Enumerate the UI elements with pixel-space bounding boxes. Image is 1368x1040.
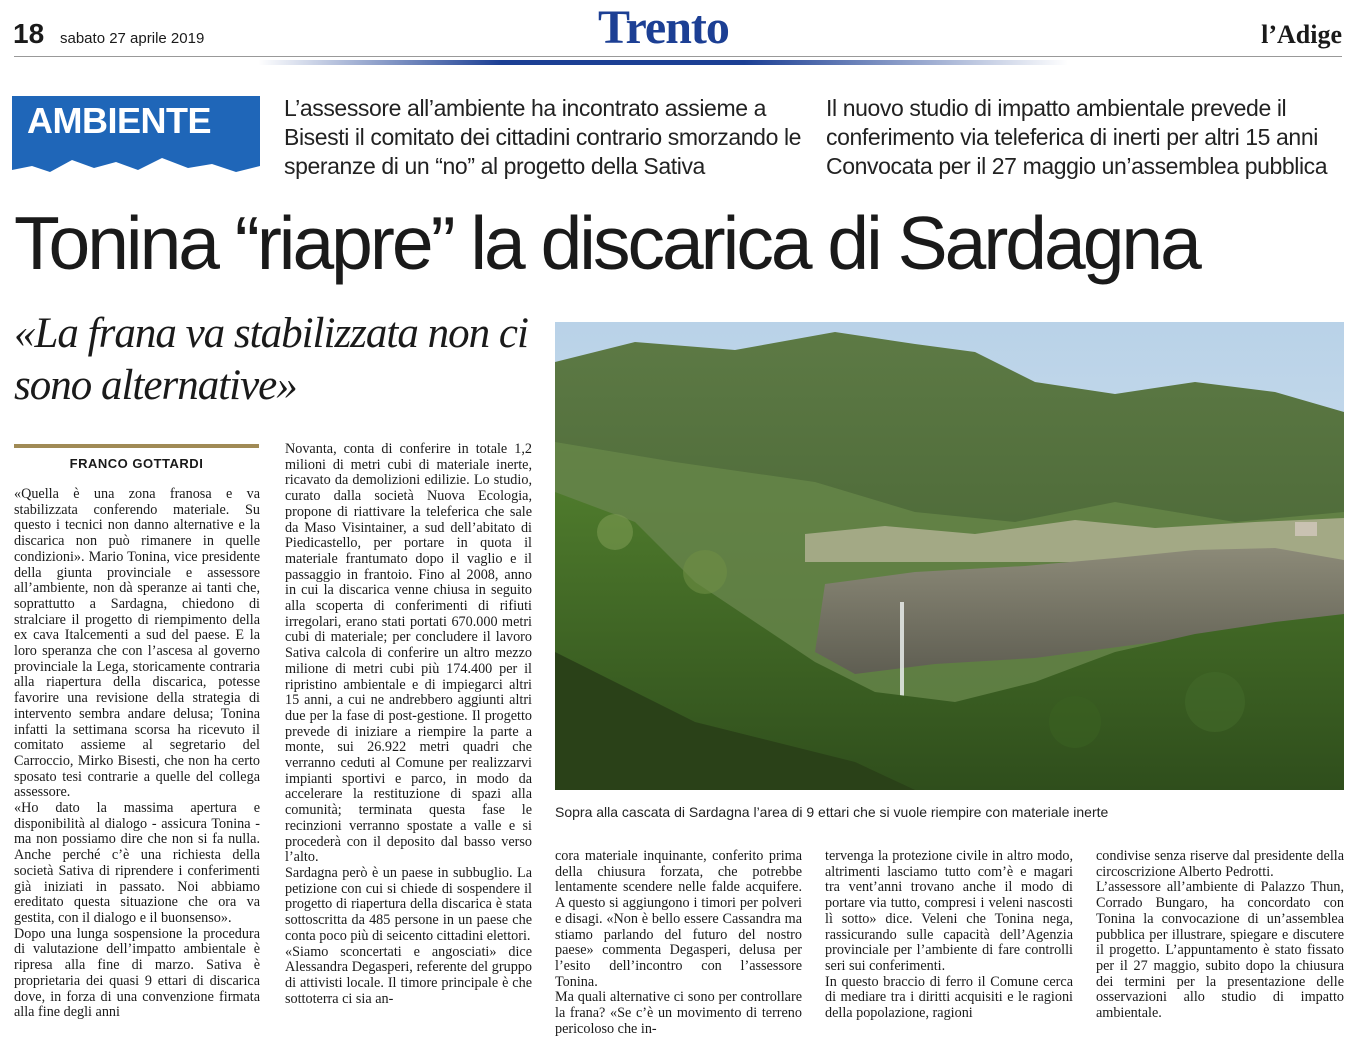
- paragraph: Novanta, conta di conferire in totale 1,2 milioni di metri cubi di materiale inerte, ricavato da demolizioni edilizie. Lo studio, curato dalla società Nuova Ecologia, propone di riattivare la teleferica che sale da Maso Visintainer, a sud dell’abitato di Piedicastello, per portare in quota il materiale frantumato dopo il vaglio e il passaggio in frantoio. Fino al 2008, anno in cui la discarica venne chiusa in seguito alla scoperta di conferimenti di rifiuti irregolari, erano stati portati 670.000 metri cubi di materiale; per concludere il lavoro Sativa calcola di conferire un altro mezzo milione di metri cubi più 174.400 per il ripristino ambientale e di impiegarci altri 15 anni, a cui ne andrebbero aggiunti altri due per la fase di post-gestione. Il progetto prevede di iniziare a riempire la parte a monte, sui 26.922 metri quadri che verranno ceduti al Comune per realizzarvi impianti sportivi e parco, in modo da accelerare la restituzione di spazi alla comunità; terminata questa fase le recinzioni verranno spostate a valle e si procederà con il deposito dal basso verso l’alto.: [285, 441, 532, 866]
- section-rule: [258, 60, 1068, 65]
- header-rule: [14, 56, 1342, 57]
- photo-caption: Sopra alla cascata di Sardagna l’area di 9 ettari che si vuole riempire con materiale inerte: [555, 804, 1109, 820]
- kicker-box: [12, 96, 260, 182]
- paragraph: L’assessore all’ambiente di Palazzo Thun, Corrado Bungaro, ha concordato con Tonina la convocazione di un’assemblea pubblica per illustrare, spiegare e discutere il progetto. L’appuntamento è stato fissato per il 27 maggio, subito dopo la chiusura dei termini per la presentazione delle osservazioni allo studio di impatto ambientale.: [1096, 879, 1344, 1022]
- paragraph: tervenga la protezione civile in altro modo, altrimenti lasciamo tutto com’è e magari tra vent’anni trovano anche il modo di portare via tutto, compresi i veleni nascosti lì sotto» dice. Veleni che Tonina nega, rassicurando sulle capacità dell’Agenzia provinciale per l’ambiente di fare controlli seri sui conferimenti.: [825, 848, 1073, 974]
- paragraph: «Quella è una zona franosa e va stabilizzata conferendo materiale. Su questo i tecnici non danno alternative e la discarica non può rimanere in quelle condizioni». Mario Tonina, vice presidente della giunta provinciale e assessore all’ambiente, non dà speranze ai tanti che, soprattutto a Sardagna, chiedono di stralciare il progetto di riempimento della ex cava Italcementi a sud del paese. E la loro speranza che con l’ascesa al governo provinciale la Lega, storicamente contraria alla riapertura della discarica, potesse favorire una revisione della strategia di intervento sembra andare delusa; Tonina infatti la settimana scorsa ha ricevuto il comitato assieme al segretario del Carroccio, Mirko Bisesti, che non ha certo sposato tesi contrarie a quelle del collega assessore.: [14, 486, 260, 801]
- paragraph: cora materiale inquinante, conferito prima della chiusura forzata, che potrebbe lentamente scendere nelle falde acquifere. A questo si aggiungono i timori per polveri e disagi. «Non è bello essere Cassandra ma stiamo parlando del futuro del nostro paese» commenta Degasperi, delusa per l’esito dell’incontro con l’assessore Tonina.: [555, 848, 802, 990]
- page-date: sabato 27 aprile 2019: [60, 30, 205, 47]
- paragraph: In questo braccio di ferro il Comune cerca di mediare tra i diritti acquisiti e le ragioni della popolazione, ragioni: [825, 973, 1073, 1022]
- article-photo: [555, 322, 1344, 790]
- byline-rule: [14, 444, 259, 448]
- article-column-1: [14, 487, 260, 1021]
- kicker-label: AMBIENTE: [27, 100, 211, 141]
- byline: FRANCO GOTTARDI: [69, 456, 204, 471]
- landscape-photo-illustration: [555, 322, 1344, 790]
- article-column-2: [285, 442, 532, 1007]
- page-number: 18: [13, 18, 45, 49]
- article-column-3: [555, 849, 802, 1037]
- paragraph: Sardagna però è un paese in subbuglio. La petizione con cui si chiede di sospendere il progetto di riapertura della discarica è stata sottoscritta da 485 persone in un paese che conta poco più di seicento cittadini elettori.: [285, 864, 532, 944]
- headline: Tonina “riapre” la discarica di Sardagna: [14, 201, 1199, 285]
- paragraph: Dopo una lunga sospensione la procedura di valutazione dell’impatto ambientale è ripresa alla fine di marzo. Sativa è proprietaria dei quasi 9 ettari di discarica dove, in forza di una convenzione firmata alla fine degli anni: [14, 925, 260, 1021]
- article-column-5: [1096, 849, 1344, 1022]
- paragraph: Ma quali alternative ci sono per controllare la frana? «Se c’è un movimento di terreno pericoloso che in-: [555, 989, 802, 1037]
- mountain-silhouette-icon: [12, 148, 260, 182]
- paragraph: condivise senza riserve dal presidente della circoscrizione Alberto Pedrotti.: [1096, 848, 1344, 880]
- subheadline-quote: «La frana va stabilizzata non ci sono alternative»: [14, 310, 528, 409]
- masthead-logo: l’Adige: [1261, 20, 1342, 49]
- paragraph: «Siamo sconcertati e angosciati» dice Alessandra Degasperi, referente del gruppo di attivisti locale. Il timore principale è che sottoterra ci sia an-: [285, 943, 532, 1007]
- section-title: Trento: [598, 1, 729, 54]
- deck-right: Il nuovo studio di impatto ambientale prevede il conferimento via teleferica di inerti per altri 15 anni Convocata per il 27 maggio un’assemblea pubblica: [826, 95, 1328, 179]
- deck-left: L’assessore all’ambiente ha incontrato assieme a Bisesti il comitato dei cittadini contrario smorzando le speranze di un “no” al progetto della Sativa: [284, 95, 802, 179]
- paragraph: «Ho dato la massima apertura e disponibilità al dialogo - assicura Tonina - ma non possiamo dire che non si fa nulla. Anche perché c’è una richiesta della società Sativa di riprendere i conferimenti già iniziati in passato. Noi abbiamo ereditato questa situazione che ora va gestita, con il dialogo e il buonsenso».: [14, 800, 260, 926]
- article-column-4: [825, 849, 1073, 1022]
